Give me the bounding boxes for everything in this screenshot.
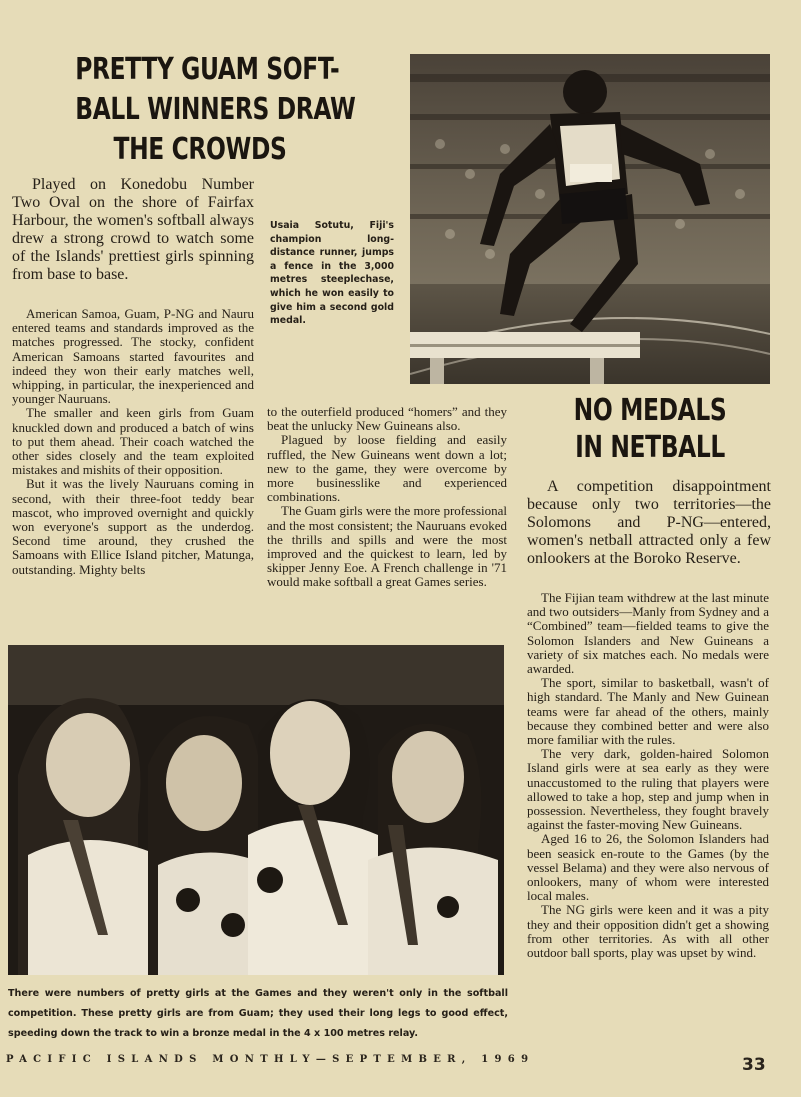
headline-line: BALL WINNERS DRAW — [75, 92, 356, 127]
netball-paragraph: The NG girls were keen and it was a pity they and their opposition didn't get a showing from other territories. As with all other outdoor ball sports, play was upset by wind. — [527, 902, 769, 961]
netball-paragraph: The Fijian team withdrew at the last minute and two outsiders—Manly from Sydney and a “Combined” team—fielded teams to give the Solomon Islanders and New Guineans a variety of six matches each. No medals were awarded. — [527, 590, 769, 677]
steeplechase-runner-image — [410, 54, 770, 384]
softball-paragraph: Plagued by loose fielding and easily ruffled, the New Guineans went down a lot; new to the game, they were overcome by more businesslike and experienced combinations. — [267, 432, 507, 505]
headline-line: PRETTY GUAM SOFT- — [75, 52, 340, 87]
headline-line: IN NETBALL — [575, 430, 725, 465]
softball-paragraph: The smaller and keen girls from Guam knuckled down and produced a batch of wins to put them ahead. Their coach watched the other sides closely and the team exploited mistakes and mishits of their opposition. — [12, 405, 254, 478]
softball-paragraph: to the outerfield produced “homers” and they beat the unlucky New Guineans also. — [267, 404, 507, 434]
guam-relay-team-image — [8, 645, 504, 975]
softball-column-1 — [12, 307, 254, 577]
guam-girls-photo — [8, 645, 504, 975]
runner-photo-caption: Usaia Sotutu, Fiji's champion long-distance runner, jumps a fence in the 3,000 metres steeplechase, which he won easily to give him a second gold medal. — [270, 220, 394, 327]
softball-paragraph: The Guam girls were the more professional and the most consistent; the Nauruans evoked the thrills and spills and were the most improved and the quickest to learn, led by skipper Jenny Eoe. A French challenge in '71 would make softball a great Games series. — [267, 503, 507, 590]
headline-line: THE CROWDS — [113, 132, 287, 167]
softball-lede: Played on Konedobu Number Two Oval on the shore of Fairfax Harbour, the women's softball always drew a strong crowd to watch some of the Islands' prettiest girls spinning from base to base. — [12, 176, 254, 283]
guam-girls-caption: There were numbers of pretty girls at the Games and they weren't only in the softball competition. These pretty girls are from Guam; they used their long legs to good effect, speeding down the track to win a bronze medal in the 4 x 100 metres relay. — [8, 988, 508, 1039]
netball-headline — [530, 392, 770, 466]
softball-column-2 — [267, 405, 507, 590]
netball-lede: A competition disappointment because only two territories—the Solomons and P-NG—entered, women's netball attracted only a few onlookers at the Boroko Reserve. — [527, 478, 771, 567]
runner-photo — [410, 54, 770, 384]
netball-paragraph: Aged 16 to 26, the Solomon Islanders had been seasick en-route to the Games (by the vessel Belama) and they were also nervous of onlookers, many of whom were interested local males. — [527, 831, 769, 904]
softball-paragraph: But it was the lively Nauruans coming in second, with their three-foot teddy bear mascot, who improved overnight and quickly won everyone's support as the underdog. Second time around, they crushed the Samoans with Ellice Island pitcher, Matunga, outstanding. Mighty belts — [12, 476, 254, 577]
softball-headline — [40, 50, 360, 170]
magazine-footer: PACIFIC ISLANDS MONTHLY—SEPTEMBER, 1969 — [6, 1054, 535, 1065]
softball-paragraph: American Samoa, Guam, P-NG and Nauru entered teams and standards improved as the matches progressed. The stocky, confident American Samoans started favourites and indeed they won their early matches well, whipping, in particular, the inexperienced and younger Nauruans. — [12, 306, 254, 407]
headline-line: NO MEDALS — [573, 393, 727, 428]
netball-paragraph: The sport, similar to basketball, wasn't of high standard. The Manly and New Guinean teams were far ahead of the others, mainly because they combined better and were also more familiar with the rules. — [527, 675, 769, 748]
netball-paragraph: The very dark, golden-haired Solomon Island girls were at sea early as they were unaccustomed to the ruling that players were allowed to take a hop, step and jump when in possession. Nevertheless, they fought bravely against the faster-moving New Guineans. — [527, 746, 769, 833]
page-number: 33 — [742, 1055, 766, 1075]
netball-body — [527, 591, 769, 960]
